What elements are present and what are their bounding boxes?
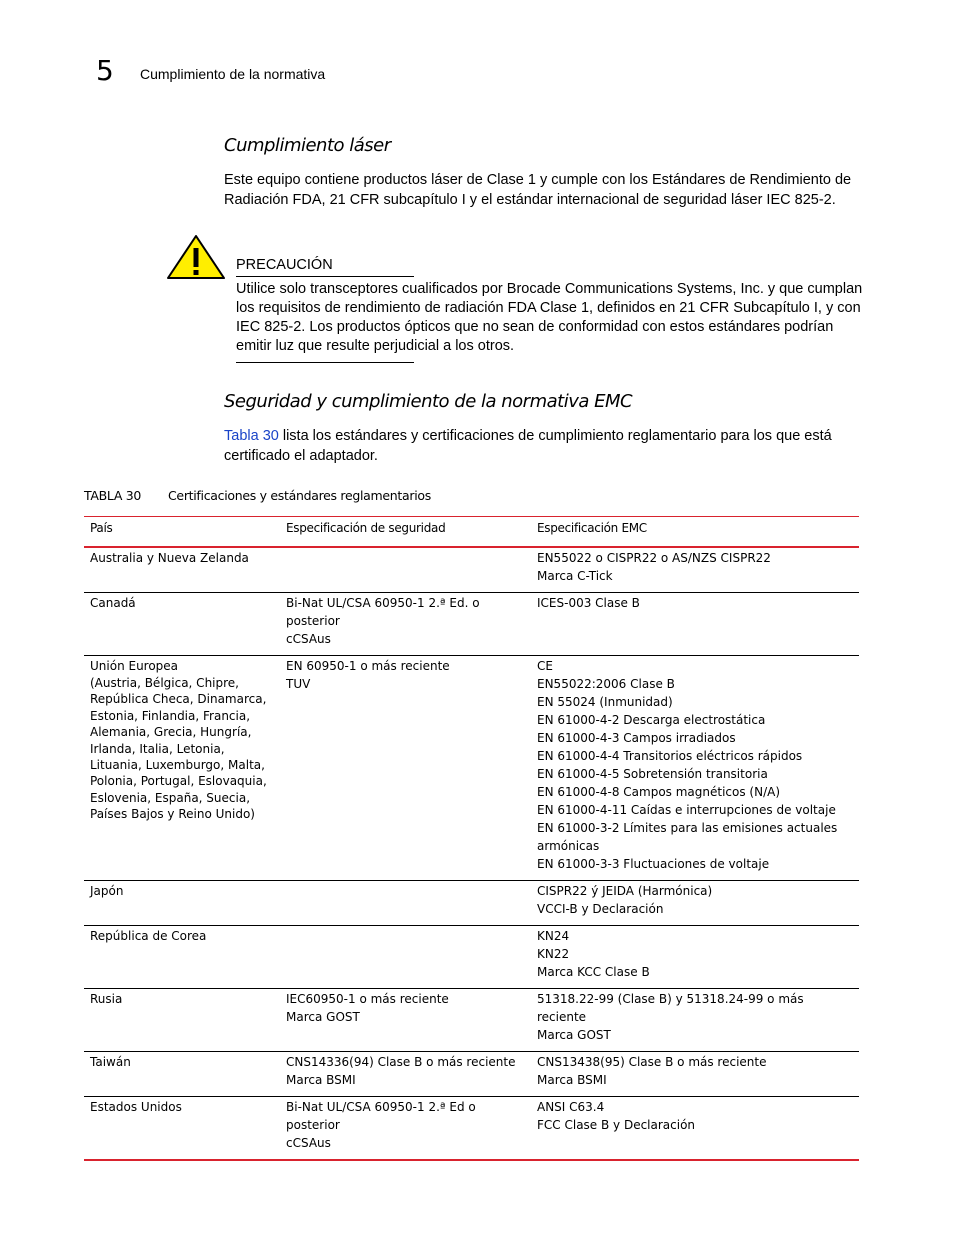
emc-spec-item: KN22 — [537, 947, 570, 961]
safety-spec-item: IEC60950-1 o más reciente — [286, 992, 449, 1006]
safety-spec-cell — [280, 1097, 531, 1161]
emc-paragraph-text: lista los estándares y certificaciones de cumplimiento reglamentario para los que está certificado el adaptador. — [224, 428, 832, 464]
country-cell — [84, 989, 280, 1052]
chapter-number: 5 — [96, 54, 114, 87]
table-caption-number: TABLA 30 — [84, 488, 142, 503]
warning-triangle-icon — [166, 234, 226, 280]
country-name: Estados Unidos — [90, 1100, 182, 1114]
country-name: Australia y Nueva Zelanda — [90, 551, 249, 565]
emc-spec-item: EN 55024 (Inmunidad) — [537, 695, 673, 709]
table-row — [84, 926, 859, 989]
laser-heading: Cumplimiento láser — [224, 135, 391, 156]
column-header-emc: Especificación EMC — [531, 517, 859, 548]
emc-spec-item: CNS13438(95) Clase B o más reciente — [537, 1055, 767, 1069]
table-row — [84, 881, 859, 926]
chapter-title: Cumplimiento de la normativa — [140, 66, 326, 82]
caution-divider — [236, 362, 414, 363]
laser-paragraph: Este equipo contiene productos láser de Clase 1 y cumple con los Estándares de Rendimiento de Radiación FDA, 21 CFR subcapítulo I y el estándar internacional de seguridad láser IEC 825-2. — [224, 172, 852, 208]
country-name: Unión Europea — [90, 659, 179, 673]
country-name: Rusia — [90, 992, 123, 1006]
safety-spec-cell — [280, 926, 531, 989]
emc-spec-cell — [531, 1097, 859, 1161]
country-cell — [84, 1052, 280, 1097]
table-row — [84, 547, 859, 593]
regulatory-table — [84, 516, 859, 1161]
emc-spec-cell — [531, 881, 859, 926]
emc-spec-item: KN24 — [537, 929, 570, 943]
emc-spec-item: EN 61000-4-8 Campos magnéticos (N/A) — [537, 785, 781, 799]
safety-spec-cell — [280, 989, 531, 1052]
table-30-link[interactable]: Tabla 30 — [224, 428, 279, 444]
emc-spec-item: ICES-003 Clase B — [537, 596, 640, 610]
emc-spec-item: 51318.22-99 (Clase B) y 51318.24-99 o más reciente — [537, 992, 804, 1024]
emc-spec-item: EN 61000-4-5 Sobretensión transitoria — [537, 767, 768, 781]
safety-spec-item: Marca BSMI — [286, 1073, 356, 1087]
emc-spec-item: Marca C-Tick — [537, 569, 613, 583]
table-caption-title: Certificaciones y estándares reglamentarios — [168, 488, 431, 503]
safety-spec-cell — [280, 656, 531, 881]
emc-spec-item: EN 61000-3-3 Fluctuaciones de voltaje — [537, 857, 770, 871]
emc-spec-cell — [531, 926, 859, 989]
country-name: Taiwán — [90, 1055, 131, 1069]
safety-spec-cell — [280, 881, 531, 926]
country-cell — [84, 926, 280, 989]
column-header-country: País — [84, 517, 280, 548]
emc-spec-cell — [531, 1052, 859, 1097]
emc-spec-cell — [531, 989, 859, 1052]
table-row — [84, 593, 859, 656]
emc-spec-cell — [531, 656, 859, 881]
table-header-row — [84, 517, 859, 548]
emc-spec-item: FCC Clase B y Declaración — [537, 1118, 696, 1132]
emc-spec-item: Marca GOST — [537, 1028, 611, 1042]
caution-label: PRECAUCIÓN — [236, 256, 414, 277]
country-cell — [84, 547, 280, 593]
safety-spec-item: TUV — [286, 677, 311, 691]
table-row — [84, 1097, 859, 1161]
emc-spec-item: Marca KCC Clase B — [537, 965, 650, 979]
emc-spec-item: EN 61000-4-4 Transitorios eléctricos rápidos — [537, 749, 803, 763]
country-cell — [84, 593, 280, 656]
table-row — [84, 656, 859, 881]
safety-spec-cell — [280, 593, 531, 656]
safety-spec-item: Marca GOST — [286, 1010, 360, 1024]
safety-spec-item: EN 60950-1 o más reciente — [286, 659, 450, 673]
emc-spec-item: CE — [537, 659, 553, 673]
country-name: Canadá — [90, 596, 136, 610]
emc-spec-item: EN55022:2006 Clase B — [537, 677, 675, 691]
country-note: (Austria, Bélgica, Chipre, República Checa, Dinamarca, Estonia, Finlandia, Francia, Alemania, Grecia, Hungría, Irlanda, Italia, Letonia, Lituania, Luxemburgo, Malta, Polonia, Portugal, Eslovaquia, Eslovenia, España, Suecia, Países Bajos y Reino Unido) — [90, 676, 267, 822]
country-name: Japón — [90, 884, 124, 898]
safety-spec-cell — [280, 1052, 531, 1097]
emc-paragraph — [224, 427, 864, 466]
table-row — [84, 1052, 859, 1097]
column-header-safety: Especificación de seguridad — [280, 517, 531, 548]
emc-spec-cell — [531, 593, 859, 656]
emc-heading: Seguridad y cumplimiento de la normativa EMC — [224, 391, 633, 412]
caution-text: Utilice solo transceptores cualificados por Brocade Communications Systems, Inc. y que cumplan los requisitos de rendimiento de radiación FDA Clase 1, definidos en 21 CFR Subcapítulo I, y con IEC 825-2. Los productos ópticos que no sean de conformidad con estos estándares podrían emitir luz que resulte perjudicial a los otros. — [236, 281, 863, 354]
table-caption — [84, 488, 431, 503]
country-cell — [84, 656, 280, 881]
emc-spec-item: VCCI-B y Declaración — [537, 902, 664, 916]
safety-spec-item: Bi-Nat UL/CSA 60950-1 2.ª Ed o posterior — [286, 1100, 476, 1132]
emc-spec-item: EN55022 o CISPR22 o AS/NZS CISPR22 — [537, 551, 771, 565]
country-name: República de Corea — [90, 929, 207, 943]
emc-spec-item: EN 61000-4-3 Campos irradiados — [537, 731, 736, 745]
emc-spec-item: Marca BSMI — [537, 1073, 607, 1087]
country-cell — [84, 881, 280, 926]
safety-spec-item: cCSAus — [286, 1136, 331, 1150]
emc-spec-cell — [531, 547, 859, 593]
safety-spec-item: cCSAus — [286, 632, 331, 646]
emc-spec-item: EN 61000-3-2 Límites para las emisiones actuales armónicas — [537, 821, 838, 853]
safety-spec-item: Bi-Nat UL/CSA 60950-1 2.ª Ed. o posterior — [286, 596, 480, 628]
emc-spec-item: ANSI C63.4 — [537, 1100, 605, 1114]
emc-spec-item: EN 61000-4-2 Descarga electrostática — [537, 713, 766, 727]
emc-spec-item: CISPR22 ý JEIDA (Harmónica) — [537, 884, 713, 898]
safety-spec-item: CNS14336(94) Clase B o más reciente — [286, 1055, 516, 1069]
emc-spec-item: EN 61000-4-11 Caídas e interrupciones de voltaje — [537, 803, 836, 817]
safety-spec-cell — [280, 547, 531, 593]
country-cell — [84, 1097, 280, 1161]
table-row — [84, 989, 859, 1052]
